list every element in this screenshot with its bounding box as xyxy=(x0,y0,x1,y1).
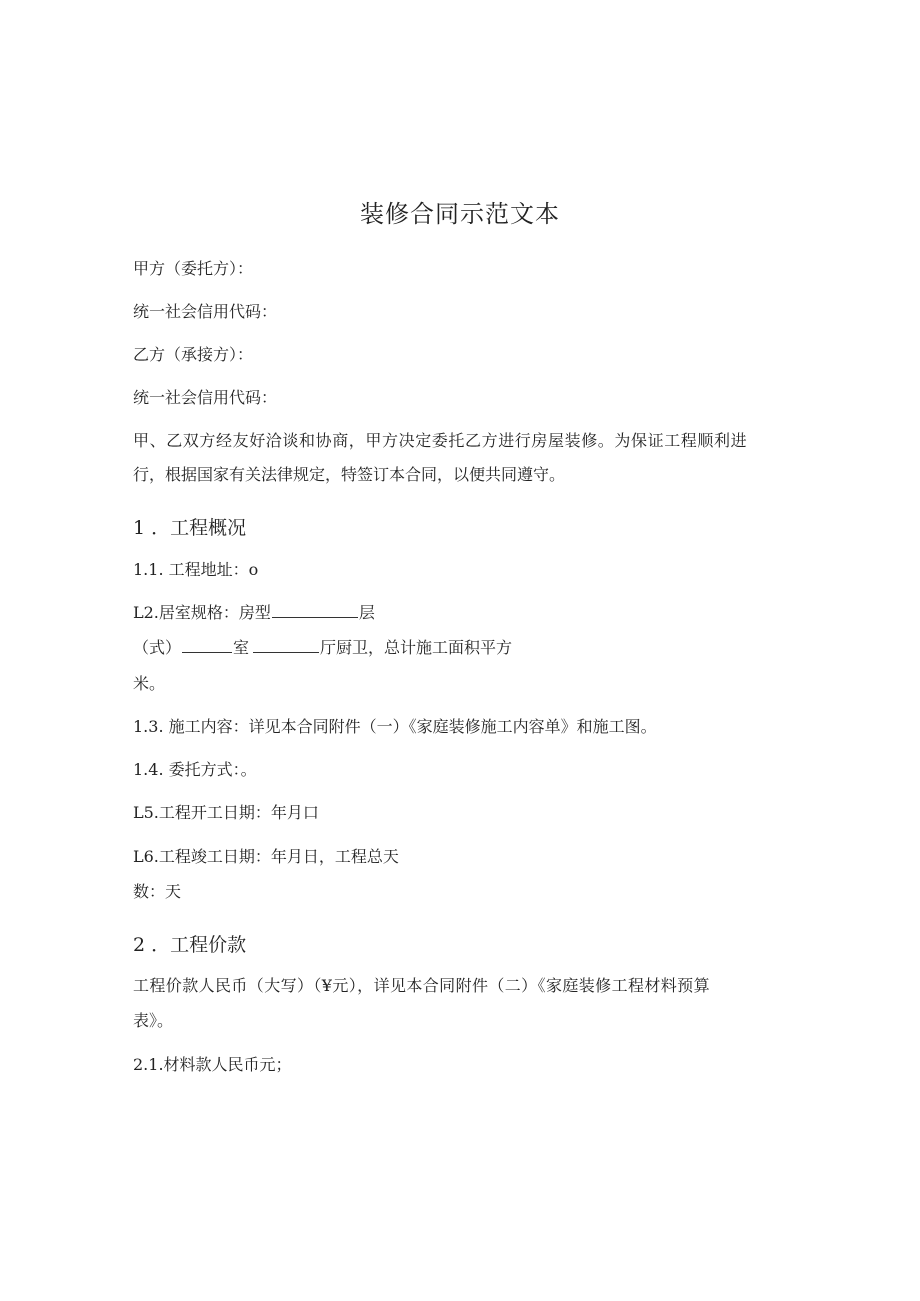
section-2-heading: 2 ．工程价款 xyxy=(133,934,247,956)
clause-1-6-line-2: 数：天 xyxy=(133,882,182,901)
clause-1-5: L5.工程开工日期：年月口 xyxy=(133,803,319,822)
section-1-heading: 1 ．工程概况 xyxy=(133,517,247,539)
blank-line xyxy=(253,637,319,653)
clause-1-2-line-3: 米。 xyxy=(133,674,166,693)
section-2-paragraph-line-2: 表》。 xyxy=(133,1011,174,1030)
intro-paragraph-line-2: 行，根据国家有关法律规定，特签订本合同，以便共同遵守。 xyxy=(133,465,566,484)
clause-1-2-prefix: L2.居室规格：房型 xyxy=(133,603,271,622)
clause-1-2-text-b: 室 xyxy=(233,638,250,657)
document-title: 装修合同示范文本 xyxy=(360,200,560,228)
clause-1-4: 1.4. 委托方式：。 xyxy=(133,760,257,779)
party-b-line: 乙方（承接方）： xyxy=(133,345,254,364)
clause-2-1: 2.1.材料款人民币元； xyxy=(133,1055,292,1074)
clause-1-2-suffix: 层 xyxy=(358,603,375,622)
blank-line xyxy=(272,602,358,618)
party-b-code-line: 统一社会信用代码： xyxy=(133,388,278,407)
clause-1-2-line-1 xyxy=(133,602,375,624)
clause-1-6: L6.工程竣工日期：年月日，工程总天 xyxy=(133,847,399,866)
clause-1-1: 1.1. 工程地址：o xyxy=(133,560,259,579)
clause-1-3: 1.3. 施工内容：详见本合同附件（一）《家庭装修施工内容单》和施工图。 xyxy=(133,717,657,736)
party-a-line: 甲方（委托方）： xyxy=(133,259,254,278)
section-2-paragraph-line-1: 工程价款人民币（大写）（¥元），详见本合同附件（二）《家庭装修工程材料预算 xyxy=(133,976,710,995)
blank-line xyxy=(182,637,232,653)
intro-paragraph-line-1: 甲、乙双方经友好洽谈和协商，甲方决定委托乙方进行房屋装修。为保证工程顺利进 xyxy=(133,431,748,450)
clause-1-2-line-2 xyxy=(133,637,512,659)
clause-1-2-text-c: 厅厨卫，总计施工面积平方 xyxy=(320,638,513,657)
clause-1-2-text-a: （式） xyxy=(133,638,182,657)
party-a-code-line: 统一社会信用代码： xyxy=(133,302,278,321)
